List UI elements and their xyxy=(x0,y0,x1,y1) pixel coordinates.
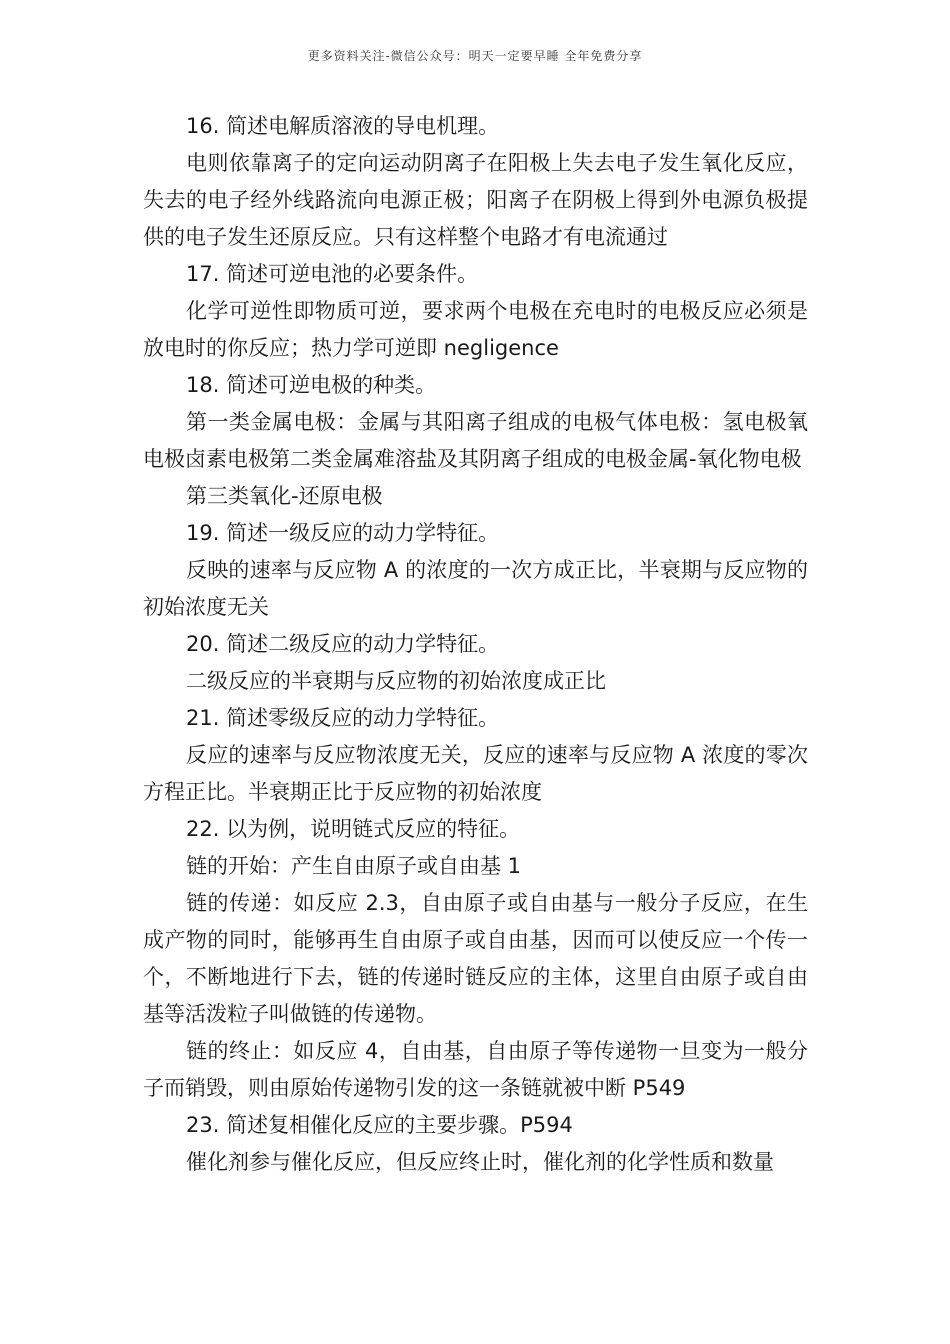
question-23-heading: 23. 简述复相催化反应的主要步骤。P594 xyxy=(186,1113,573,1137)
answer-17: 化学可逆性即物质可逆，要求两个电极在充电时的电极反应必须是放电时的你反应；热力学可逆即 negligence xyxy=(143,299,808,360)
question-16-heading: 16. 简述电解质溶液的导电机理。 xyxy=(186,114,500,138)
question-20-heading: 20. 简述二级反应的动力学特征。 xyxy=(186,632,500,656)
answer-21: 反应的速率与反应物浓度无关，反应的速率与反应物 A 浓度的零次方程正比。半衰期正比于反应物的初始浓度 xyxy=(143,743,808,804)
answer-22-chain-termination: 链的终止：如反应 4，自由基，自由原子等传递物一旦变为一般分子而销毁，则由原始传递物引发的这一条链就被中断 P549 xyxy=(143,1039,808,1100)
question-19-heading: 19. 简述一级反应的动力学特征。 xyxy=(186,521,500,545)
answer-18-part-1: 第一类金属电极：金属与其阳离子组成的电极气体电极：氢电极氧电极卤素电极第二类金属难溶盐及其阴离子组成的电极金属-氧化物电极 xyxy=(143,410,808,471)
document-body xyxy=(143,108,808,1181)
answer-22-chain-start: 链的开始：产生自由原子或自由基 1 xyxy=(186,854,522,878)
question-17-heading: 17. 简述可逆电池的必要条件。 xyxy=(186,262,479,286)
answer-16: 电则依靠离子的定向运动阴离子在阳极上失去电子发生氧化反应，失去的电子经外线路流向电源正极；阳离子在阴极上得到外电源负极提供的电子发生还原反应。只有这样整个电路才有电流通过 xyxy=(143,151,808,249)
answer-23: 催化剂参与催化反应，但反应终止时，催化剂的化学性质和数量 xyxy=(186,1150,774,1174)
answer-19: 反映的速率与反应物 A 的浓度的一次方成正比，半衰期与反应物的初始浓度无关 xyxy=(143,558,808,619)
question-22-heading: 22. 以为例，说明链式反应的特征。 xyxy=(186,817,521,841)
answer-22-chain-propagation: 链的传递：如反应 2.3，自由原子或自由基与一般分子反应，在生成产物的同时，能够再生自由原子或自由基，因而可以使反应一个传一个，不断地进行下去，链的传递时链反应的主体，这里自由原子或自由基等活泼粒子叫做链的传递物。 xyxy=(143,891,808,1026)
answer-18-part-2: 第三类氧化-还原电极 xyxy=(186,484,383,508)
question-21-heading: 21. 简述零级反应的动力学特征。 xyxy=(186,706,500,730)
question-18-heading: 18. 简述可逆电极的种类。 xyxy=(186,373,437,397)
page-header: 更多资料关注-微信公众号：明天一定要早睡 全年免费分享 xyxy=(307,49,643,63)
answer-20: 二级反应的半衰期与反应物的初始浓度成正比 xyxy=(186,669,606,693)
